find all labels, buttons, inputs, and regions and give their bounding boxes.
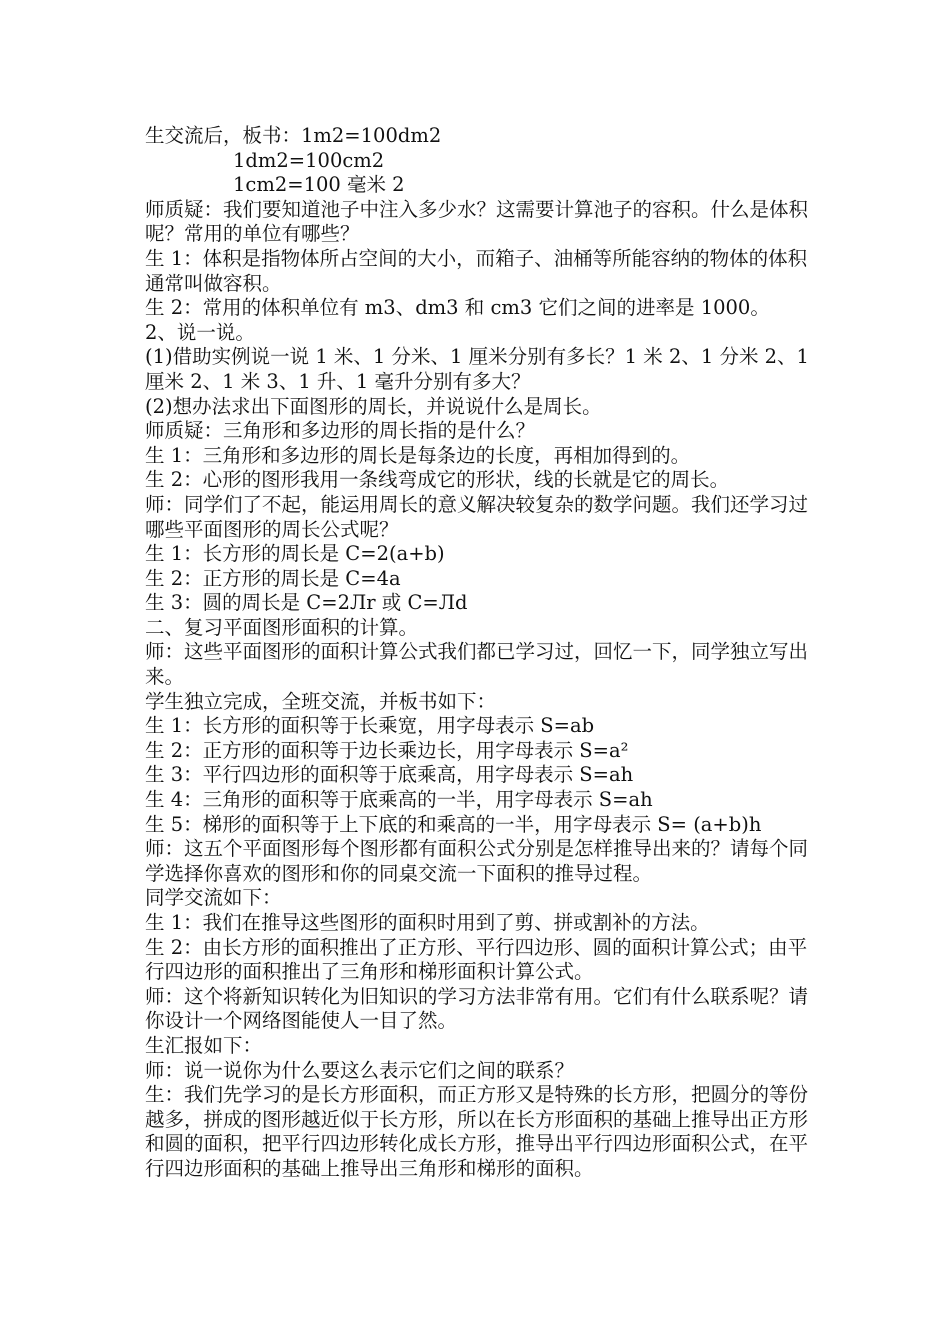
- paragraph: 师：这个将新知识转化为旧知识的学习方法非常有用。它们有什么联系呢？请你设计一个网络图能使人一目了然。: [145, 984, 809, 1033]
- paragraph: 同学交流如下：: [145, 886, 282, 910]
- paragraph: 生汇报如下：: [145, 1033, 263, 1057]
- paragraph: 二、复习平面图形面积的计算。: [145, 615, 419, 639]
- paragraph: 2、说一说。: [145, 320, 255, 344]
- paragraph: (1)借助实例说一说 1 米、1 分米、1 厘米分别有多长？1 米 2、1 分米 2、1 厘米 2、1 米 3、1 升、1 毫升分别有多大？: [145, 345, 816, 393]
- paragraph: 师：这五个平面图形每个图形都有面积公式分别是怎样推导出来的？请每个同学选择你喜欢的图形和你的同桌交流一下面积的推导过程。: [145, 837, 809, 885]
- paragraph: 生交流后，板书：1m2=100dm2: [145, 124, 442, 147]
- paragraph: 师质疑：我们要知道池子中注入多少水？这需要计算池子的容积。什么是体积呢？常用的单位有哪些？: [145, 197, 809, 246]
- paragraph: 生 5：梯形的面积等于上下底的和乘高的一半，用字母表示 S= (a+b)h: [145, 812, 762, 836]
- paragraph: 生 2：正方形的面积等于边长乘边长，用字母表示 S=a²: [145, 738, 629, 762]
- paragraph: 生 3：平行四边形的面积等于底乘高，用字母表示 S=ah: [145, 763, 634, 787]
- paragraph: 生 1：体积是指物体所占空间的大小，而箱子、油桶等所能容纳的物体的体积通常叫做容积。: [145, 246, 808, 295]
- paragraph: 师：说一说你为什么要这么表示它们之间的联系？: [145, 1058, 575, 1082]
- paragraph: 生 2：正方形的周长是 C=4a: [145, 566, 401, 590]
- paragraph: 生 2：心形的图形我用一条线弯成它的形状，线的长就是它的周长。: [145, 468, 730, 492]
- document-body: [145, 124, 825, 1182]
- paragraph: 生 3：圆的周长是 C=2Лr 或 C=Лd: [145, 591, 468, 615]
- paragraph: 1dm2=100cm2: [233, 148, 385, 172]
- paragraph: 生：我们先学习的是长方形面积，而正方形又是特殊的长方形，把圆分的等份越多，拼成的图形越近似于长方形，所以在长方形面积的基础上推导出正方形和圆的面积，把平行四边形转化成长方形，推导出平行四边形面积公式，在平行四边形面积的基础上推导出三角形和梯形的面积。: [145, 1083, 809, 1180]
- paragraph: 生 2：常用的体积单位有 m3、dm3 和 cm3 它们之间的进率是 1000。: [145, 296, 770, 320]
- paragraph: 师质疑：三角形和多边形的周长指的是什么？: [145, 419, 536, 443]
- paragraph: 生 1：我们在推导这些图形的面积时用到了剪、拼或割补的方法。: [145, 911, 710, 934]
- paragraph: 师：同学们了不起，能运用周长的意义解决较复杂的数学问题。我们还学习过哪些平面图形的周长公式呢？: [145, 492, 809, 541]
- paragraph: 生 2：由长方形的面积推出了正方形、平行四边形、圆的面积计算公式；由平行四边形的面积推出了三角形和梯形面积计算公式。: [145, 935, 808, 984]
- paragraph: 生 4：三角形的面积等于底乘高的一半，用字母表示 S=ah: [145, 788, 653, 812]
- paragraph: 生 1：三角形和多边形的周长是每条边的长度，再相加得到的。: [145, 443, 691, 467]
- paragraph: 生 1：长方形的面积等于长乘宽，用字母表示 S=ab: [145, 714, 595, 738]
- paragraph: 师：这些平面图形的面积计算公式我们都已学习过，回忆一下，同学独立写出来。: [145, 640, 809, 689]
- paragraph: (2)想办法求出下面图形的周长，并说说什么是周长。: [145, 394, 602, 418]
- paragraph: 生 1：长方形的周长是 C=2(a+b): [145, 542, 445, 566]
- paragraph: 学生独立完成，全班交流，并板书如下：: [145, 689, 497, 713]
- paragraph: 1cm2=100 毫米 2: [233, 173, 405, 197]
